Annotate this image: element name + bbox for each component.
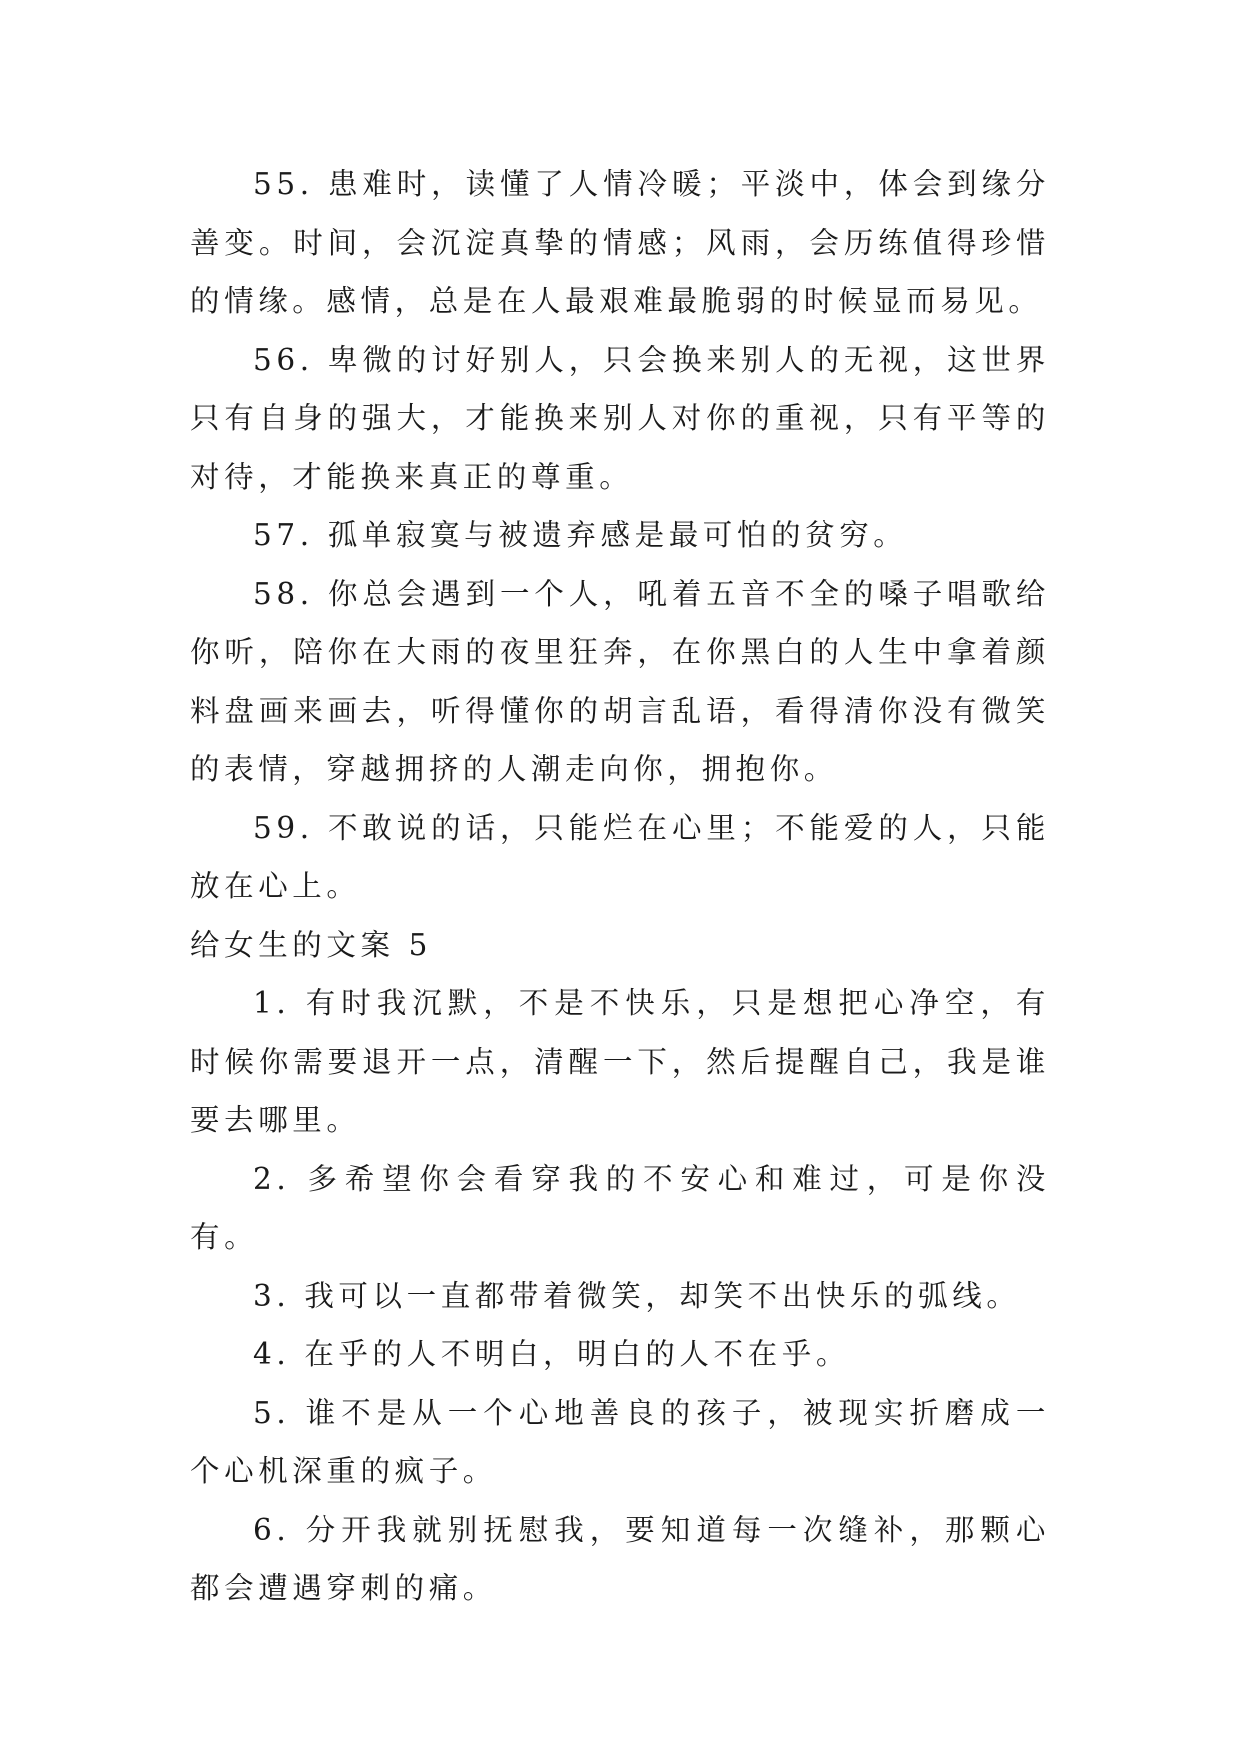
list-item: 58. 你总会遇到一个人，吼着五音不全的嗓子唱歌给你听，陪你在大雨的夜里狂奔，在你黑白的人生中拿着颜料盘画来画去，听得懂你的胡言乱语，看得清你没有微笑的表情，穿越拥挤的人潮走向你，拥抱你。 bbox=[190, 576, 1050, 786]
section-heading: 给女生的文案 5 bbox=[190, 927, 432, 962]
list-item: 4. 在乎的人不明白，明白的人不在乎。 bbox=[253, 1337, 850, 1371]
list-item: 55. 患难时，读懂了人情冷暖；平淡中，体会到缘分善变。时间，会沉淀真挚的情感；风雨，会历练值得珍惜的情缘。感情，总是在人最艰难最脆弱的时候显而易见。 bbox=[190, 167, 1050, 318]
list-item: 1. 有时我沉默，不是不快乐，只是想把心净空，有时候你需要退开一点，清醒一下，然后提醒自己，我是谁要去哪里。 bbox=[190, 986, 1050, 1137]
list-item: 59. 不敢说的话，只能烂在心里；不能爱的人，只能放在心上。 bbox=[190, 810, 1050, 903]
document-body bbox=[190, 155, 1050, 1618]
list-item: 3. 我可以一直都带着微笑，却笑不出快乐的弧线。 bbox=[253, 1278, 1021, 1313]
list-item: 6. 分开我就别抚慰我，要知道每一次缝补，那颗心都会遭遇穿刺的痛。 bbox=[190, 1512, 1050, 1605]
list-item: 56. 卑微的讨好别人，只会换来别人的无视，这世界只有自身的强大，才能换来别人对你的重视，只有平等的对待，才能换来真正的尊重。 bbox=[190, 342, 1050, 494]
list-item: 5. 谁不是从一个心地善良的孩子，被现实折磨成一个心机深重的疯子。 bbox=[190, 1395, 1050, 1488]
list-item: 2. 多希望你会看穿我的不安心和难过，可是你没有。 bbox=[190, 1161, 1050, 1254]
list-item: 57. 孤单寂寞与被遗弃感是最可怕的贫穷。 bbox=[253, 518, 908, 552]
